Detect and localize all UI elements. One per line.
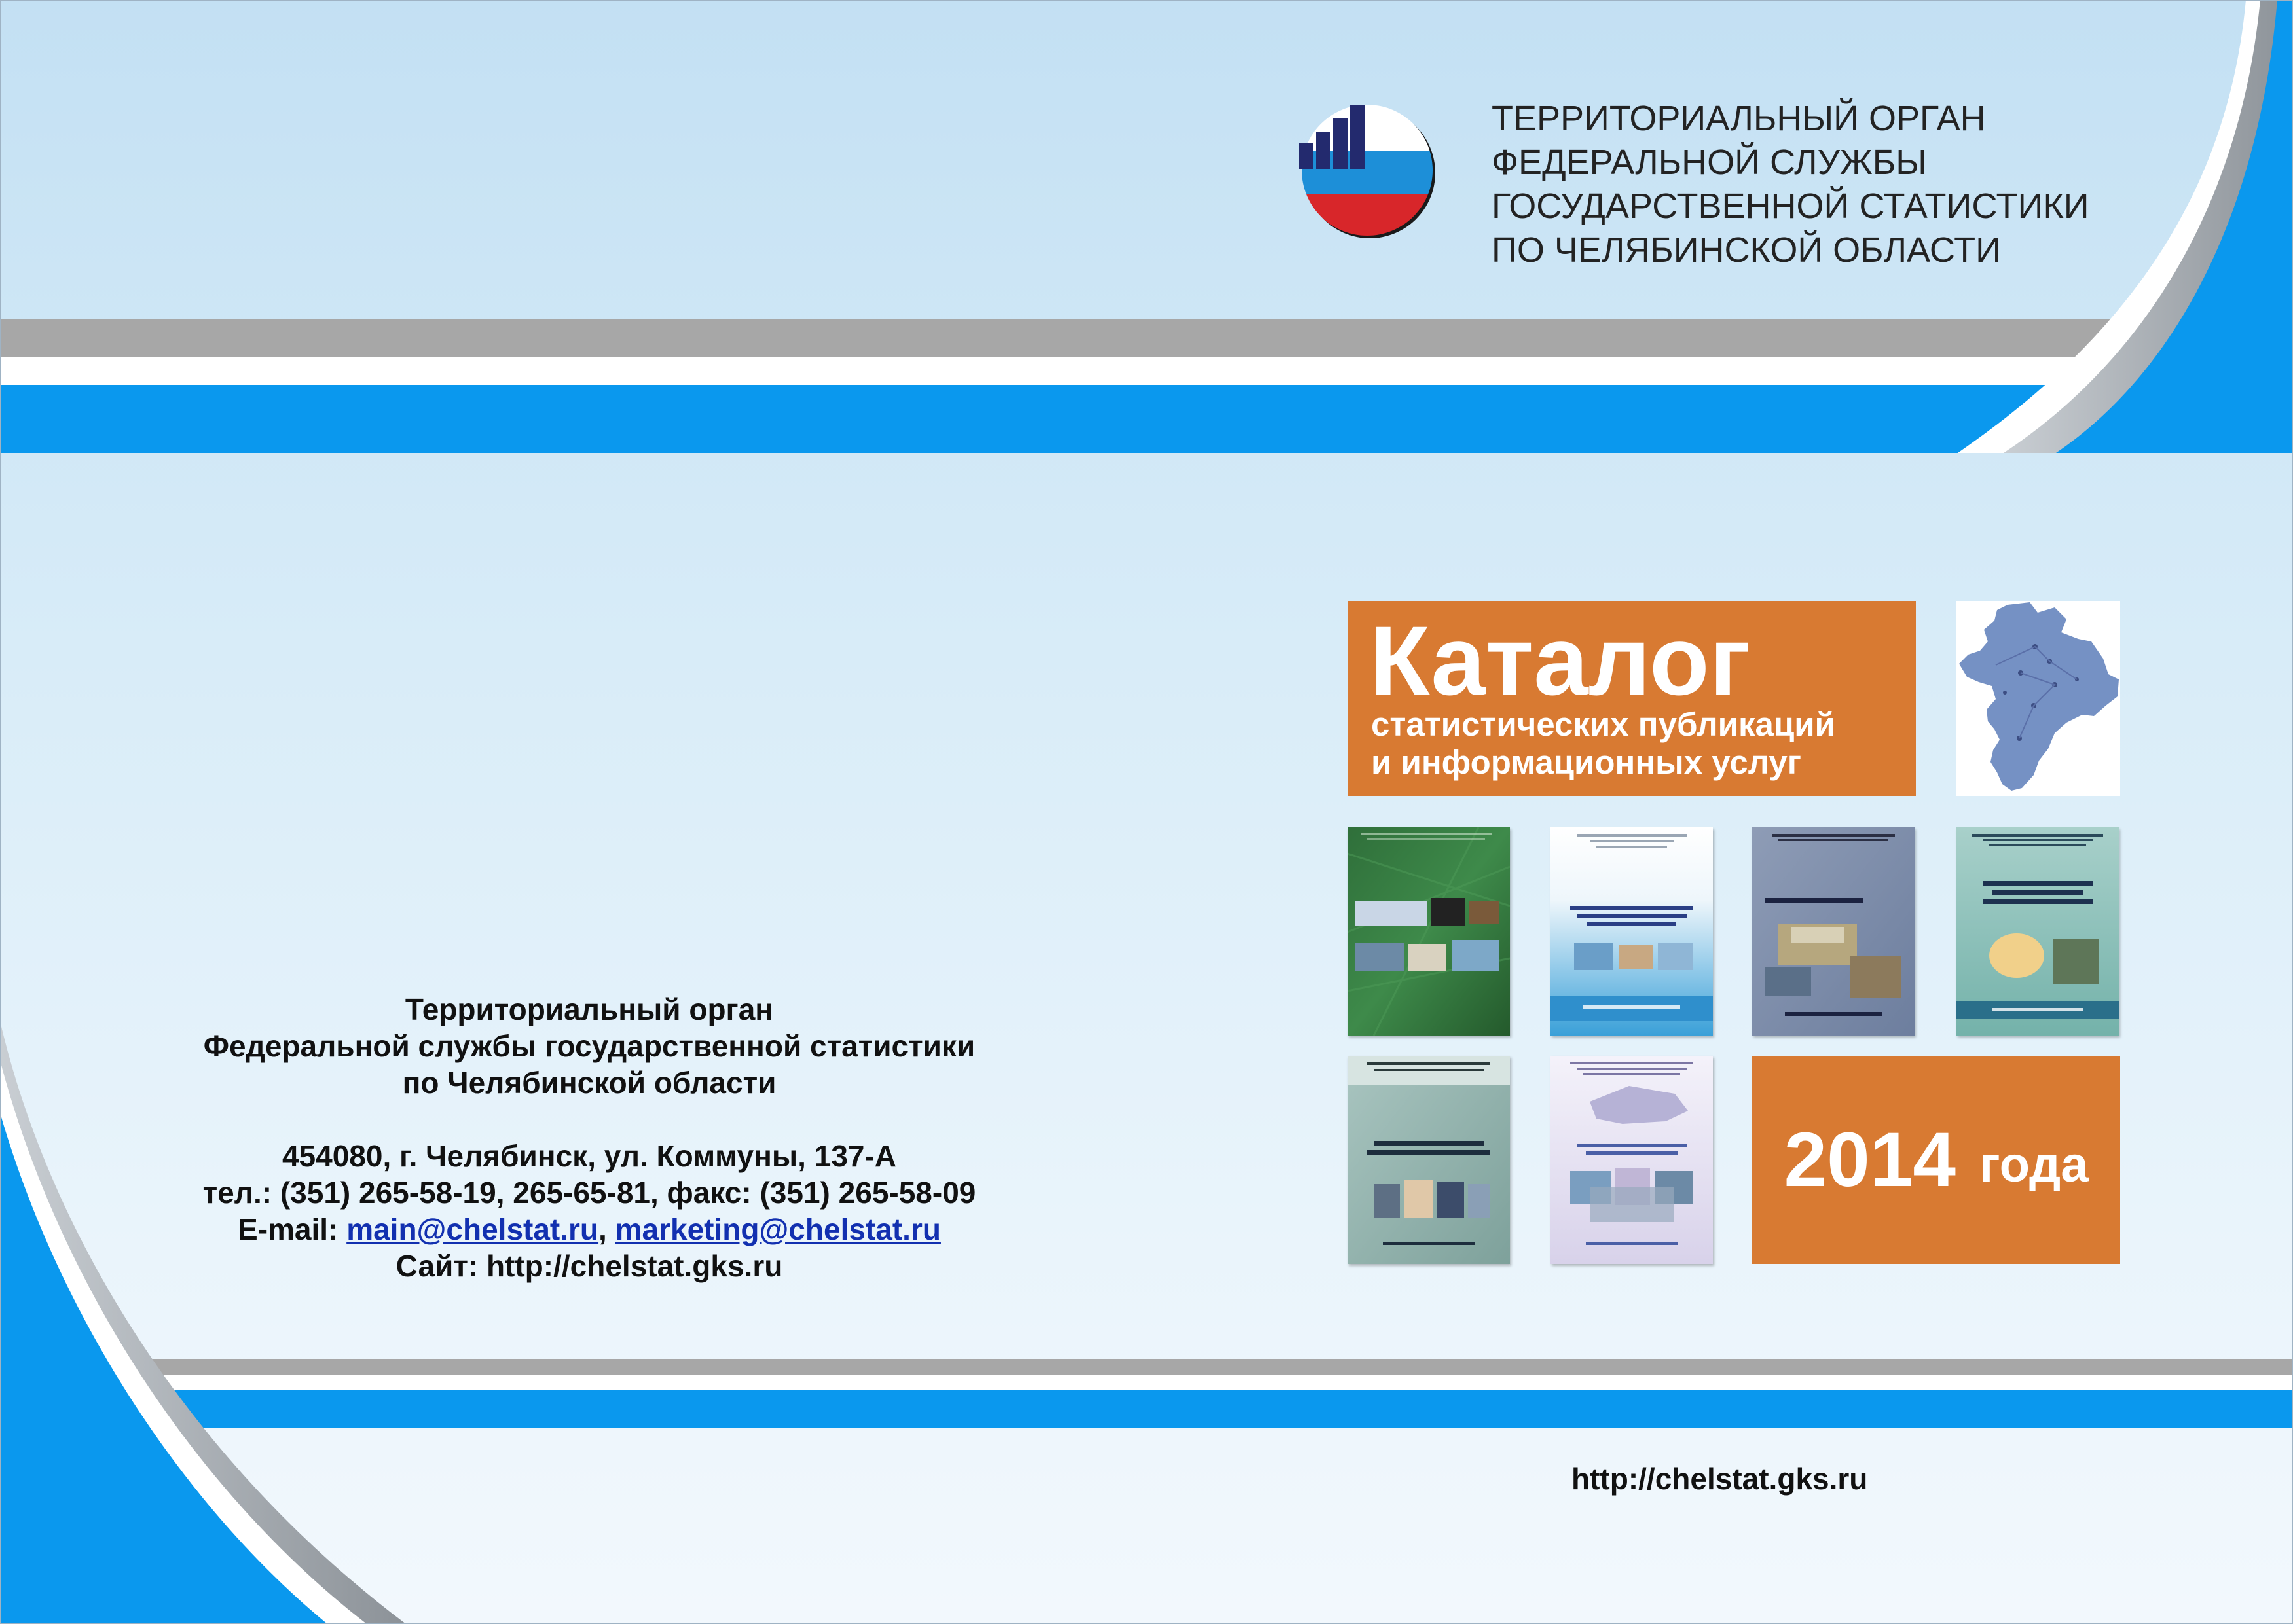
top-white-gap [0,357,2293,385]
cover-artwork [1550,827,1713,1036]
contact-address: 454080, г. Челябинск, ул. Коммуны, 137-А [282,1139,897,1173]
contact-phones: тел.: (351) 265-58-19, 265-65-81, факс: (351) 265-58-09 [202,1176,976,1210]
year-box [1752,1056,2120,1264]
publication-cover-region-in-russia[interactable] [1550,1056,1713,1264]
email-link-main[interactable]: main@chelstat.ru [346,1212,599,1246]
catalog-title: Каталог [1370,605,1751,715]
publication-cover-demographic-yearbook[interactable] [1956,827,2119,1036]
year-number: 2014 [1784,1117,1956,1203]
catalog-subtitle-line: и информационных услуг [1371,744,1802,781]
top-blue-band [0,385,2293,453]
contact-email-line [98,1211,1080,1248]
email-link-marketing[interactable]: marketing@chelstat.ru [615,1212,941,1246]
year-label [1752,1056,2120,1264]
cover-artwork [1550,1056,1713,1264]
contact-org-line: Территориальный орган [405,992,774,1026]
bottom-gray-band [0,1359,2293,1375]
publication-cover-labor-and-employment[interactable] [1348,1056,1510,1264]
catalog-title-box [1348,601,1916,796]
contact-block [98,991,1080,1284]
email-label: E-mail: [238,1212,339,1246]
agency-name-line: ТЕРРИТОРИАЛЬНЫЙ ОРГАН [1492,99,1986,138]
contact-site: Сайт: http://chelstat.gks.ru [395,1249,783,1283]
cover-artwork [1956,827,2119,1036]
agency-name-line: ГОСУДАРСТВЕННОЙ СТАТИСТИКИ [1492,187,2089,226]
year-word: года [1979,1136,2089,1193]
bottom-blue-band [0,1390,2293,1428]
footer-site-url[interactable]: http://chelstat.gks.ru [1571,1462,1868,1496]
agency-name [1492,97,2277,272]
contact-org-line: по Челябинской области [402,1066,777,1100]
catalog-subtitle [1371,706,1835,782]
agency-name-line: ФЕДЕРАЛЬНОЙ СЛУЖБЫ [1492,143,1928,182]
publication-cover-chelyabinsk-in-figures[interactable] [1752,827,1915,1036]
region-map-box [1956,601,2120,796]
publication-cover-statistical-yearbook[interactable] [1348,827,1510,1036]
rosstat-logo-icon [1294,102,1440,238]
agency-name-line: ПО ЧЕЛЯБИНСКОЙ ОБЛАСТИ [1492,230,2001,270]
cover-artwork [1752,827,1915,1036]
cover-artwork [1348,827,1510,1036]
email-separator: , [598,1212,607,1246]
catalog-subtitle-line: статистических публикаций [1371,706,1835,743]
cover-artwork [1348,1056,1510,1264]
publication-cover-social-situation[interactable] [1550,827,1713,1036]
contact-org-line: Федеральной службы государственной статистики [203,1029,976,1063]
top-gray-band [0,319,2293,357]
bottom-white-gap [0,1375,2293,1390]
chelyabinsk-region-map-icon [1956,601,2120,796]
